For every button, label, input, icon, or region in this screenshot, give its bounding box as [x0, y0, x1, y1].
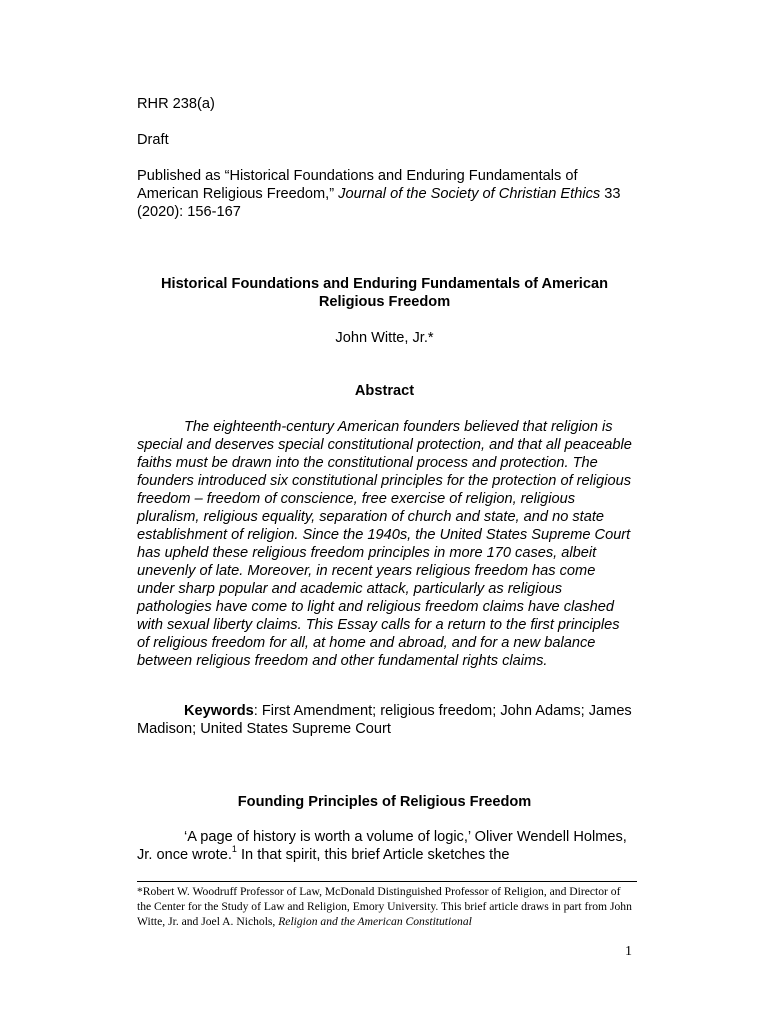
footnote-divider	[137, 881, 637, 882]
publication-note	[137, 167, 632, 221]
journal-name: Journal of the Society of Christian Ethics	[338, 186, 601, 202]
abstract-heading: Abstract	[354, 383, 415, 399]
body-paragraph	[137, 828, 632, 864]
body-text-end: In that spirit, this brief Article sketches the	[236, 847, 510, 863]
keywords-label: Keywords	[184, 703, 254, 719]
keywords-line	[137, 702, 632, 738]
publication-suffix: 33 (2020): 156-167	[137, 186, 621, 220]
footnote-text	[137, 884, 637, 929]
document-id: RHR 238(a)	[137, 96, 215, 112]
abstract-text: The eighteenth-century American founders believed that religion is special and deserves special constitutional protection, and that all peaceable faiths must be drawn into the constitutional process and protection. The founders introduced six constitutional principles for the protection of religious freedom – freedom of conscience, free exercise of religion, religious pluralism, religious equality, separation of church and state, and no state establishment of religion. Since the 1940s, the United States Supreme Court has upheld these religious freedom principles in more 170 cases, albeit unevenly of late. Moreover, in recent years religious freedom has come under sharp popular and academic attack, particularly as religious pathologies have come to light and religious freedom claims have clashed with sexual liberty claims. This Essay calls for a return to the first principles of religious freedom for all, at home and abroad, and for a new balance between religious freedom and other fundamental rights claims.	[137, 419, 632, 669]
footnote-book-title: Religion and the American Constitutional	[278, 915, 472, 928]
body-text-start: ‘A page of history is worth a volume of logic,’ Oliver Wendell Holmes, Jr. once wrote.	[137, 829, 627, 863]
footnote-body: *Robert W. Woodruff Professor of Law, McDonald Distinguished Professor of Religion, and Director of the Center for the Study of Law and Religion, Emory University. This brief article draws in part from John Witte, Jr. and Joel A. Nichols,	[137, 885, 632, 928]
footnote-reference: 1	[231, 844, 237, 855]
draft-label: Draft	[137, 132, 169, 148]
page-number: 1	[625, 944, 632, 959]
document-title: Historical Foundations and Enduring Fundamentals of American Religious Freedom	[160, 276, 609, 310]
author-line: John Witte, Jr.*	[335, 330, 434, 346]
publication-prefix: Published as “Historical Foundations and Enduring Fundamentals of American Religious Freedom,”	[137, 168, 578, 202]
keywords-text: : First Amendment; religious freedom; John Adams; James Madison; United States Supreme Court	[137, 703, 632, 737]
section-heading: Founding Principles of Religious Freedom	[237, 794, 532, 810]
